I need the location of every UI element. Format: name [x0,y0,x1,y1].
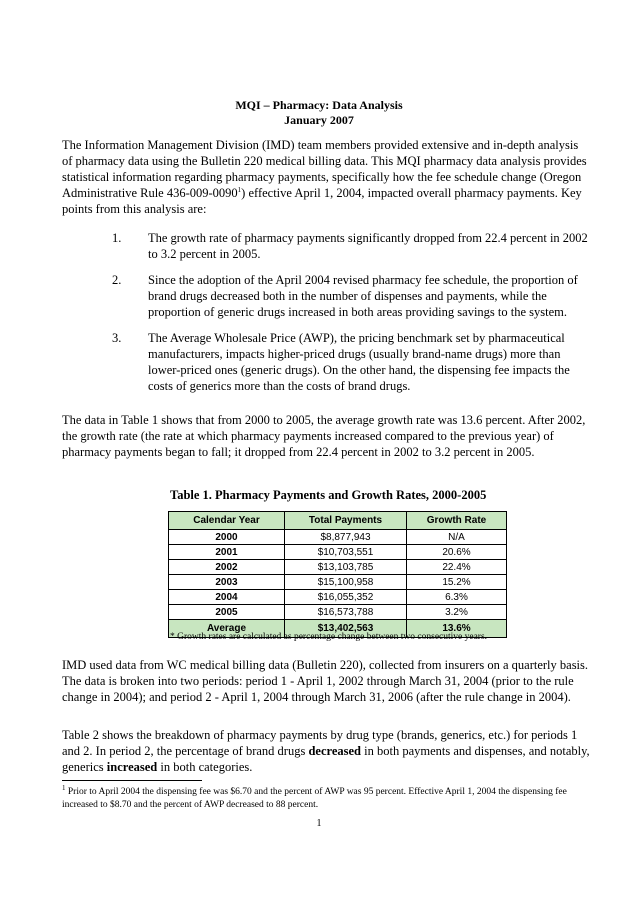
cell-year: 2002 [169,560,285,575]
cell-payment: $16,573,788 [285,605,407,620]
table-row [169,530,507,545]
col-header-calendar-year: Calendar Year [169,512,285,530]
cell-year: 2003 [169,575,285,590]
footnote-marker: 1 [62,783,66,792]
cell-payment: $10,703,551 [285,545,407,560]
key-point-number: 1. [112,231,122,245]
page-title [0,98,638,128]
bold-decreased: decreased [308,744,361,758]
title-line-2: January 2007 [284,113,354,127]
table2-text-part1: Table 2 shows the breakdown of pharmacy payments by drug type (brands, generics, etc.) for periods 1 and 2. In period 2, the percentage of brand drugs [62,728,578,758]
table2-text-part2: in both payments and dispenses, and notably, generics [62,744,590,774]
table-row [169,560,507,575]
table-note: * Growth rates are calculated as percentage change between two consecutive years. [170,632,488,642]
key-point [62,230,590,262]
cell-payment: $15,100,958 [285,575,407,590]
key-points-list [62,230,590,404]
intro-text-end: ) effective April 1, 2004, impacted overall pharmacy payments. Key points from this analysis are: [62,186,582,216]
key-point [62,330,590,394]
key-point [62,272,590,320]
footnote [62,783,590,812]
footnote-divider [62,780,202,781]
table2-paragraph [62,727,590,775]
cell-payment: $8,877,943 [285,530,407,545]
key-point-text: The growth rate of pharmacy payments significantly dropped from 22.4 percent in 2002 to 3.2 percent in 2005. [148,231,588,261]
cell-year: 2000 [169,530,285,545]
cell-payment: $13,103,785 [285,560,407,575]
cell-growth: 3.2% [407,605,507,620]
imd-paragraph: IMD used data from WC medical billing data (Bulletin 220), collected from insurers on a quarterly basis. The data is broken into two periods: period 1 - April 1, 2002 through March 31, 2004 (prior to the rule change in 2004); and period 2 - April 1, 2004 through March 31, 2006 (after the rule change in 2004). [62,658,589,704]
footnote-ref[interactable]: 1 [237,185,242,194]
table-row [169,575,507,590]
cell-growth: 6.3% [407,590,507,605]
table-row [169,590,507,605]
cell-year: 2004 [169,590,285,605]
cell-average-label: Average [169,620,285,638]
table-caption: Table 1. Pharmacy Payments and Growth Rates, 2000-2005 [170,488,487,502]
table-row [169,605,507,620]
cell-growth: 22.4% [407,560,507,575]
key-point-number: 2. [112,273,122,287]
table2-text-part3: in both categories. [157,760,253,774]
col-header-growth-rate: Growth Rate [407,512,507,530]
cell-average-payment: $13,402,563 [285,620,407,638]
cell-average-growth: 13.6% [407,620,507,638]
cell-growth: N/A [407,530,507,545]
cell-year: 2005 [169,605,285,620]
payments-table [168,511,507,638]
table-row [169,545,507,560]
col-header-total-payments: Total Payments [285,512,407,530]
key-point-text: The Average Wholesale Price (AWP), the pricing benchmark set by pharmaceutical manufacturers, impacts higher-priced drugs (usually brand-name drugs) more than lower-priced ones (generic drugs). On the other hand, the dispensing fee impacts the costs of generics more than the costs of brand drugs. [148,331,570,393]
intro-text-start: The Information Management Division (IMD) team members provided extensive and in-depth analysis of pharmacy data using the Bulletin 220 medical billing data. This MQI pharmacy data analysis provides statistical information regarding pharmacy payments, specifically how the fee schedule change (Oregon Administrative Rule 436-009-0090 [62,138,587,200]
table-header-row [169,512,507,530]
key-point-number: 3. [112,331,122,345]
cell-growth: 20.6% [407,545,507,560]
cell-growth: 15.2% [407,575,507,590]
title-line-1: MQI – Pharmacy: Data Analysis [235,98,403,112]
table-intro-paragraph: The data in Table 1 shows that from 2000 to 2005, the average growth rate was 13.6 percent. After 2002, the growth rate (the rate at which pharmacy payments increased compared to the previous year) of pharmacy payments began to fall; it dropped from 22.4 percent in 2002 to 3.2 percent in 2005. [62,413,586,459]
intro-paragraph [62,137,590,217]
bold-increased: increased [106,760,158,774]
cell-payment: $16,055,352 [285,590,407,605]
footnote-text: Prior to April 2004 the dispensing fee was $6.70 and the percent of AWP was 95 percent. Effective April 1, 2004 the dispensing fee increased to $8.70 and the percent of AWP decreased to 88 percent. [62,787,567,810]
page-number: 1 [316,818,322,829]
cell-year: 2001 [169,545,285,560]
key-point-text: Since the adoption of the April 2004 revised pharmacy fee schedule, the proportion of brand drugs decreased both in the number of dispenses and payments, while the proportion of generic drugs increased in both areas providing savings to the system. [148,273,578,319]
